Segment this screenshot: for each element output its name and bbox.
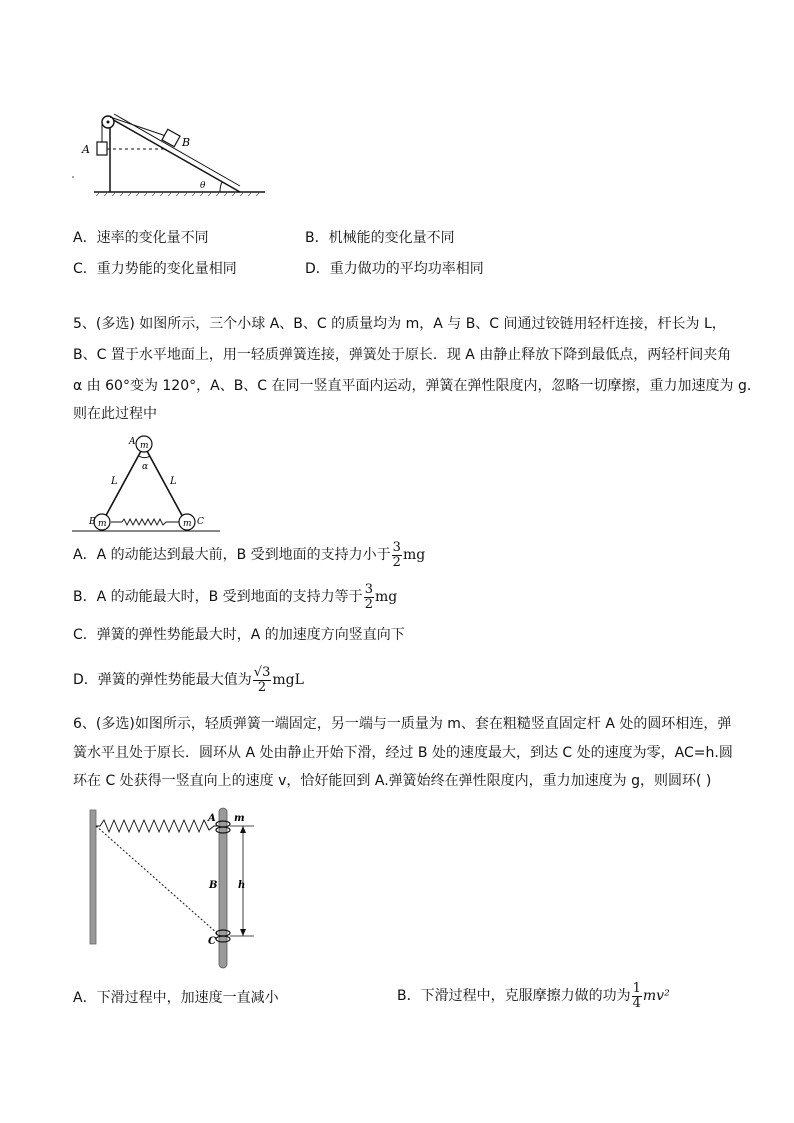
q5-option-b: B．A 的动能最大时，B 受到地面的支持力等于 $\frac{3}{2}$ mg <box>73 581 398 612</box>
label-b: B <box>89 517 96 527</box>
label-c: C <box>197 517 204 527</box>
ball-a-mass: m <box>140 441 149 451</box>
q4-option-a: A．速率的变化量不同 <box>73 230 209 246</box>
label-b: B <box>209 880 218 891</box>
q5-option-a: A．A 的动能达到最大前，B 受到地面的支持力小于 $\frac{3}{2}$ mg <box>73 539 426 570</box>
incline-pulley-figure <box>70 108 270 203</box>
label-alpha: α <box>142 462 149 472</box>
label-c: C <box>208 936 216 947</box>
label-a: A <box>82 143 90 156</box>
q6-option-a: A．下滑过程中，加速度一直减小 <box>73 990 279 1006</box>
label-a: A <box>208 813 216 824</box>
q6-line-3: 环在 C 处获得一竖直向上的速度 v，恰好能回到 A.弹簧始终在弹性限度内，重力加速度为 g，则圆环( ) <box>73 773 712 789</box>
spring-ring-rod-figure <box>88 804 278 972</box>
label-h: h <box>238 880 246 891</box>
label-l-left: L <box>111 476 118 487</box>
label-a: A <box>129 437 136 447</box>
label-m: m <box>234 813 245 824</box>
q5-option-c: C．弹簧的弹性势能最大时，A 的加速度方向竖直向下 <box>73 627 405 643</box>
q6-option-b: B．下滑过程中，克服摩擦力做的功为 $\frac{1}{4}$ mv² <box>397 980 670 1011</box>
q6-line-2: 簧水平且处于原长．圆环从 A 处由静止开始下滑，经过 B 处的速度最大，到达 C 处的速度为零，AC=h.圆 <box>73 745 733 761</box>
q5-line-2: B、C 置于水平地面上，用一轻质弹簧连接，弹簧处于原长．现 A 由静止释放下降到最低点，两轻杆间夹角 <box>73 347 732 363</box>
label-l-right: L <box>170 476 177 487</box>
q4-option-d: D．重力做功的平均功率相同 <box>305 261 484 277</box>
ball-b-mass: m <box>98 519 107 529</box>
q5-line-3: α 由 60°变为 120°，A、B、C 在同一竖直平面内运动，弹簧在弹性限度内，忽略一切摩擦，重力加速度为 g． <box>73 378 761 394</box>
q5-line-1: 5、(多选) 如图所示，三个小球 A、B、C 的质量均为 m，A 与 B、C 间通过铰链用轻杆连接，杆长为 L， <box>73 316 726 332</box>
label-theta: θ <box>200 181 206 191</box>
q4-option-b: B．机械能的变化量不同 <box>305 230 455 246</box>
label-b: B <box>182 136 191 149</box>
q5-option-d: D．弹簧的弹性势能最大值为 $\frac{√3}{2}$ mgL <box>73 664 304 695</box>
q4-option-c: C．重力势能的变化量相同 <box>73 261 237 277</box>
q6-line-1: 6、(多选)如图所示，轻质弹簧一端固定，另一端与一质量为 m、套在粗糙竖直固定杆 A 处的圆环相连，弹 <box>73 716 732 732</box>
three-balls-figure <box>70 432 230 536</box>
q5-line-4: 则在此过程中 <box>73 406 157 422</box>
ball-c-mass: m <box>183 519 192 529</box>
